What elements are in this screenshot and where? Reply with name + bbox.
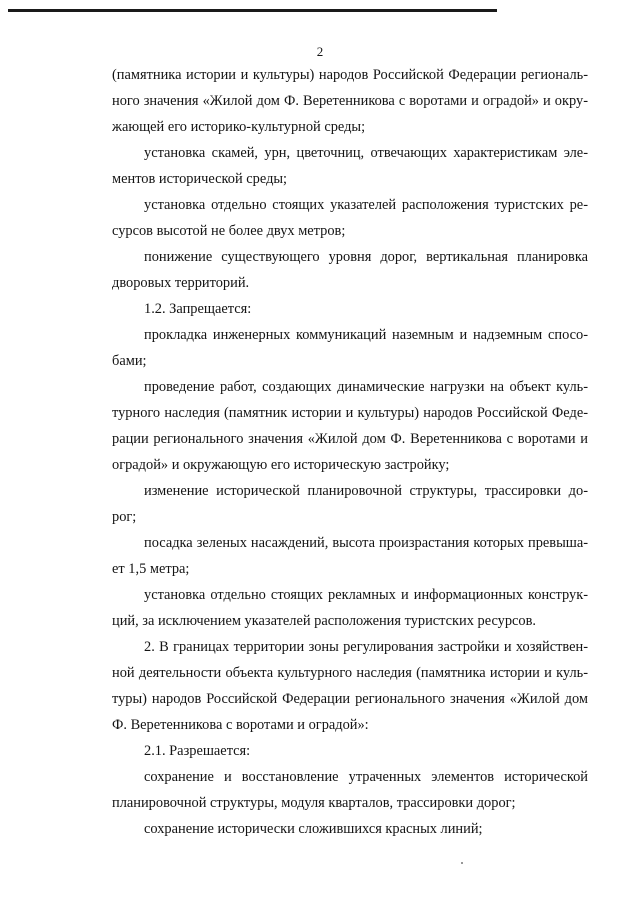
text-line: туры) народов Российской Федерации регионального значения «Жилой дом bbox=[112, 691, 588, 707]
text-line: посадка зеленых насаждений, высота произрастания которых превыша- bbox=[144, 535, 588, 551]
text-line: установка скамей, урн, цветочниц, отвечающих характеристикам эле- bbox=[144, 145, 588, 161]
text-line: сохранение исторически сложившихся красных линий; bbox=[144, 821, 483, 837]
scan-speck bbox=[461, 862, 463, 864]
text-line: проведение работ, создающих динамические нагрузки на объект куль- bbox=[144, 379, 588, 395]
text-line: установка отдельно стоящих рекламных и информационных конструк- bbox=[144, 587, 588, 603]
top-rule bbox=[8, 9, 497, 12]
text-line: дворовых территорий. bbox=[112, 275, 250, 291]
text-line: Ф. Веретенникова с воротами и оградой»: bbox=[112, 717, 369, 733]
text-line: сохранение и восстановление утраченных элементов исторической bbox=[144, 769, 588, 785]
text-line: ет 1,5 метра; bbox=[112, 561, 190, 577]
text-line: понижение существующего уровня дорог, вертикальная планировка bbox=[144, 249, 588, 265]
text-line: установка отдельно стоящих указателей расположения туристских ре- bbox=[144, 197, 588, 213]
section-heading: 1.2. Запрещается: bbox=[144, 301, 252, 317]
text-line: турного наследия (памятник истории и культуры) народов Российской Феде- bbox=[112, 405, 588, 421]
section-heading: 2.1. Разрешается: bbox=[144, 743, 251, 759]
text-line: ций, за исключением указателей расположения туристских ресурсов. bbox=[112, 613, 537, 629]
text-line: ментов исторической среды; bbox=[112, 171, 288, 187]
text-line: рог; bbox=[112, 509, 137, 525]
text-line: рации регионального значения «Жилой дом Ф. Веретенникова с воротами и bbox=[112, 431, 588, 447]
page-number: 2 bbox=[316, 44, 324, 59]
text-line: (памятника истории и культуры) народов Российской Федерации региональ- bbox=[112, 67, 588, 83]
text-line: оградой» и окружающую его историческую застройку; bbox=[112, 457, 450, 473]
text-line: ной деятельности объекта культурного наследия (памятника истории и куль- bbox=[112, 665, 588, 681]
text-line: ного значения «Жилой дом Ф. Веретенникова с воротами и оградой» и окру- bbox=[112, 93, 588, 109]
text-line: прокладка инженерных коммуникаций наземным и надземным спосо- bbox=[144, 327, 588, 343]
text-line: жающей его историко-культурной среды; bbox=[112, 119, 366, 135]
text-line: сурсов высотой не более двух метров; bbox=[112, 223, 346, 239]
text-line: изменение исторической планировочной структуры, трассировки до- bbox=[144, 483, 588, 499]
text-line: планировочной структуры, модуля кварталов, трассировки дорог; bbox=[112, 795, 516, 811]
text-line: 2. В границах территории зоны регулирования застройки и хозяйствен- bbox=[144, 639, 588, 655]
text-line: бами; bbox=[112, 353, 147, 369]
